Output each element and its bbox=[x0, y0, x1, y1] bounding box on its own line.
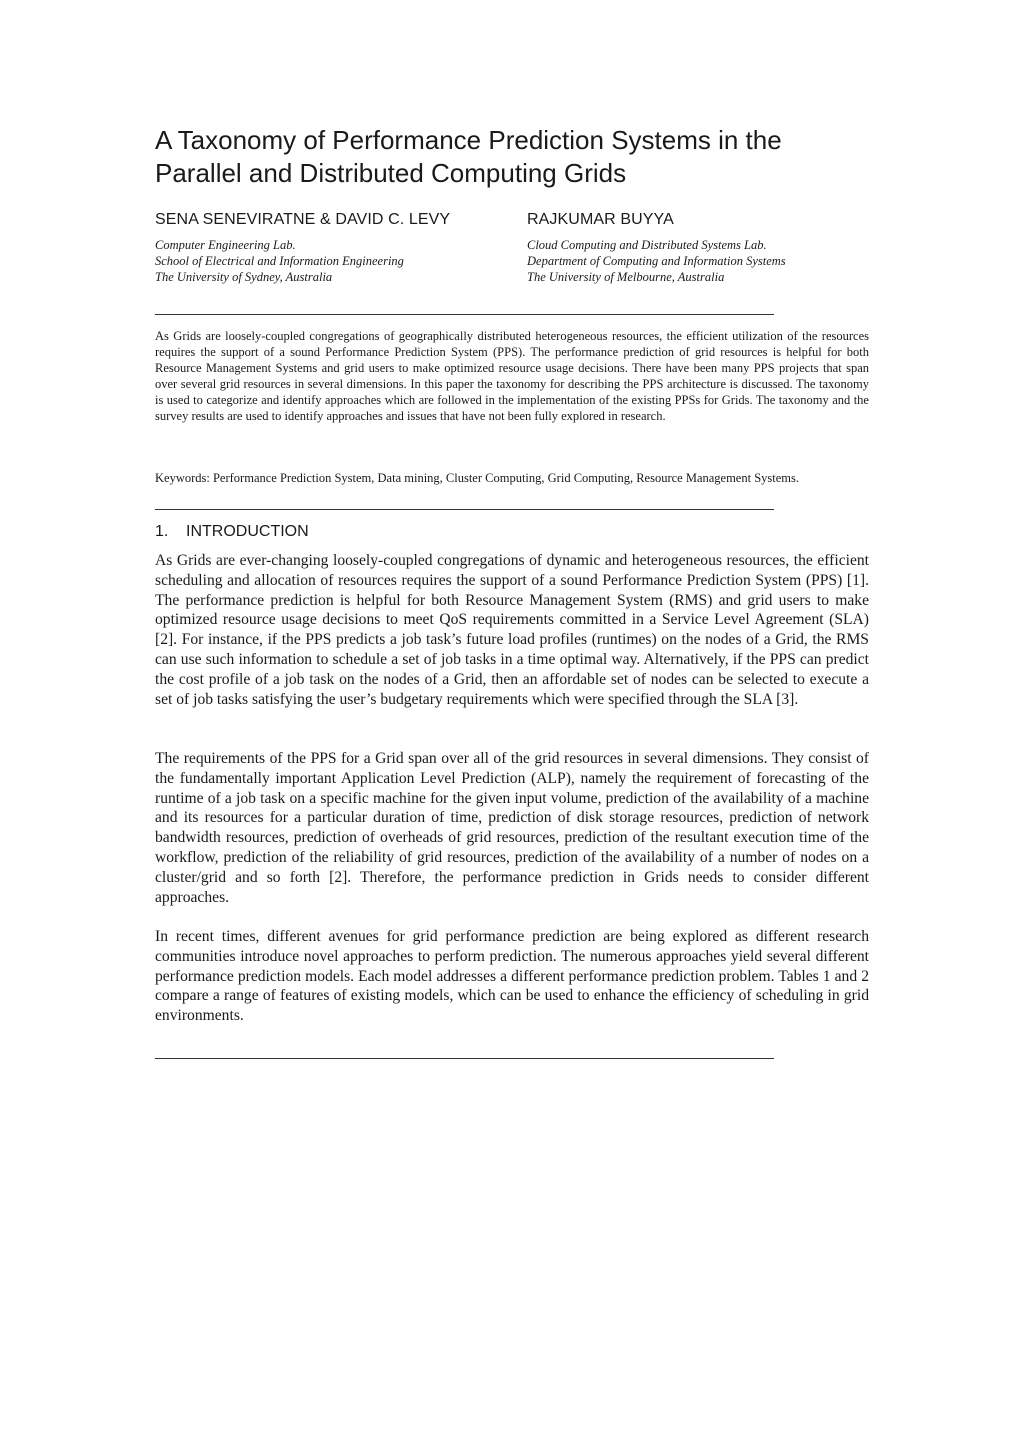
divider-line bbox=[155, 314, 774, 315]
section-number: 1. bbox=[155, 523, 169, 540]
footnote-divider bbox=[155, 1058, 774, 1059]
author-block-2 bbox=[527, 210, 887, 285]
section-title: INTRODUCTION bbox=[186, 523, 309, 540]
section-heading bbox=[155, 522, 309, 542]
body-paragraph: In recent times, different avenues for grid performance prediction are being explored as different research communities introduce novel approaches to perform prediction. The numerous approaches yield several different performance prediction models. Each model addresses a different performance prediction problem. Tables 1 and 2 compare a range of features of existing models, which can be used to enhance the efficiency of scheduling in grid environments. bbox=[155, 928, 869, 1025]
author-affiliation bbox=[527, 237, 887, 285]
title-line-1: A Taxonomy of Performance Prediction Systems in the bbox=[155, 125, 782, 155]
body-paragraph: As Grids are ever-changing loosely-coupled congregations of dynamic and heterogeneous resources, the efficient scheduling and allocation of resources requires the support of a sound Performance Prediction System (PPS) [1]. The performance prediction is helpful for both Resource Management System (RMS) and grid users to make optimized resource usage decisions to meet QoS requirements committed in a Service Level Agreement (SLA) [2]. For instance, if the PPS predicts a job task’s future load profiles (runtimes) on the nodes of a Grid, the RMS can use such information to schedule a set of job tasks in a time optimal way. Alternatively, if the PPS can predict the cost profile of a job task on the nodes of a Grid, then an affordable set of nodes can be selected to execute a set of job tasks satisfying the user’s budgetary requirements which were specified through the SLA [3]. bbox=[155, 552, 869, 708]
author-name: SENA SENEVIRATNE & DAVID C. LEVY bbox=[155, 211, 451, 228]
affiliation-line: School of Electrical and Information Engineering bbox=[155, 254, 404, 268]
body-paragraph: The requirements of the PPS for a Grid span over all of the grid resources in several dimensions. They consist of the fundamentally important Application Level Prediction (ALP), namely the requirement of forecasting of the runtime of a job task on a specific machine for the given input volume, prediction of the availability of a machine and its resources for a particular duration of time, prediction of disk storage resources, prediction of network bandwidth resources, prediction of overheads of grid resources, prediction of the resultant execution time of the workflow, prediction of the reliability of grid resources, prediction of the availability of a number of nodes on a cluster/grid and so forth [2]. Therefore, the performance prediction in Grids needs to consider different approaches. bbox=[155, 750, 869, 906]
author-affiliation bbox=[155, 237, 515, 285]
keywords: Keywords: Performance Prediction System, Data mining, Cluster Computing, Grid Computing, Resource Management Systems. bbox=[155, 471, 800, 485]
title-line-2: Parallel and Distributed Computing Grids bbox=[155, 158, 627, 188]
affiliation-line: Computer Engineering Lab. bbox=[155, 238, 296, 252]
author-block-1 bbox=[155, 210, 515, 285]
paper-title bbox=[155, 124, 869, 190]
author-name: RAJKUMAR BUYYA bbox=[527, 211, 674, 228]
abstract: As Grids are loosely-coupled congregations of geographically distributed heterogeneous resources, the efficient utilization of the resources requires the support of a sound Performance Prediction System (PPS). The performance prediction of grid resources is helpful for both Resource Management Systems and grid users to make optimized resource usage decisions. There have been many PPS projects that span over several grid resources in several dimensions. In this paper the taxonomy for describing the PPS architecture is discussed. The taxonomy is used to categorize and identify approaches which are followed in the implementation of the existing PPSs for Grids. The taxonomy and the survey results are used to identify approaches and issues that have not been fully explored in research. bbox=[155, 329, 869, 423]
affiliation-line: The University of Melbourne, Australia bbox=[527, 270, 725, 284]
divider-line bbox=[155, 509, 774, 510]
affiliation-line: Cloud Computing and Distributed Systems Lab. bbox=[527, 238, 767, 252]
affiliation-line: Department of Computing and Information Systems bbox=[527, 254, 786, 268]
affiliation-line: The University of Sydney, Australia bbox=[155, 270, 333, 284]
